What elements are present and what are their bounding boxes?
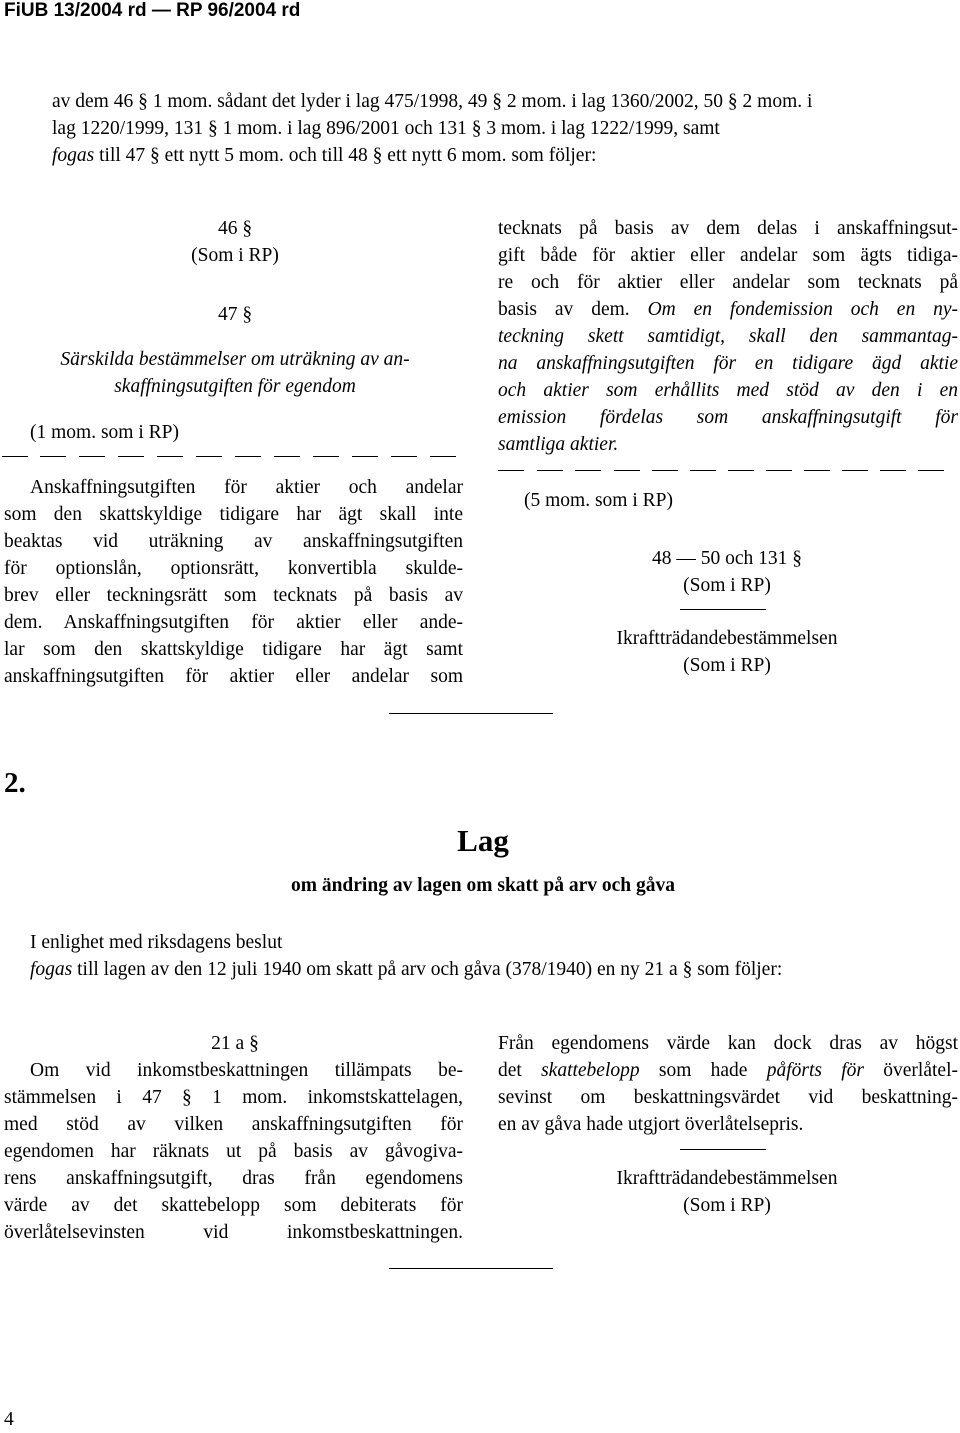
omission-dash-row-right	[494, 470, 960, 472]
para-line: anskaffningsutgiften för aktier eller andelar som	[4, 666, 463, 687]
text-fragment: det	[498, 1060, 542, 1081]
para-line: Anskaffningsutgiften för aktier och andelar	[30, 477, 463, 498]
section-47-heading: 47 §	[217, 304, 253, 325]
para-line: sevinst om beskattningsvärdet vid beskattning-	[498, 1087, 958, 1108]
para-line: re och för aktier eller andelar som tecknats på	[498, 272, 958, 293]
para-line-italic: emission fördelas som anskaffningsutgift för	[498, 407, 958, 428]
para-line: egendomen har räknats ut på basis av gåvogiva-	[4, 1141, 463, 1162]
entry-into-force-heading: Ikraftträdandebestämmelsen	[616, 1168, 838, 1189]
enactment-line-1: I enlighet med riksdagens beslut	[30, 932, 283, 953]
para-line: lar som den skattskyldige tidigare har ägt samt	[4, 639, 463, 660]
para-plain-fragment: basis av dem.	[498, 299, 648, 320]
law-subtitle: om ändring av lagen om skatt på arv och gåva	[290, 875, 676, 896]
enactment-line-2	[30, 956, 782, 983]
law-end-rule	[389, 1268, 553, 1269]
section-47-title-line-1: Särskilda bestämmelser om uträkning av an-	[60, 349, 410, 370]
intro-line-3-rest: till 47 § ett nytt 5 mom. och till 48 § ett nytt 6 mom. som följer:	[94, 145, 597, 166]
document-header: FiUB 13/2004 rd — RP 96/2004 rd	[4, 0, 301, 21]
para-line: rens anskaffningsutgift, dras från egendomens	[4, 1168, 463, 1189]
omission-dash-row-left	[0, 456, 470, 458]
para-line-italic: samtliga aktier.	[498, 434, 619, 455]
para-italic-fragment: Om en fondemission och en ny-	[647, 299, 959, 320]
para-line: Från egendomens värde kan dock dras av högst	[498, 1033, 958, 1054]
para-line: brev eller teckningsrätt som tecknats på basis av	[4, 585, 463, 606]
intro-fogas: fogas	[52, 145, 95, 166]
para-line: en av gåva hade utgjort överlåtelsepris.	[498, 1114, 804, 1135]
para-line: tecknats på basis av dem delas i anskaffningsut-	[498, 218, 958, 239]
para-line: värde av det skattebelopp som debiterats för	[4, 1195, 463, 1216]
entry-into-force-status: (Som i RP)	[683, 1195, 771, 1216]
italic-fragment: påförts för	[766, 1060, 865, 1081]
intro-line-2: lag 1220/1999, 131 § 1 mom. i lag 896/2001 och 131 § 3 mom. i lag 1222/1999, samt	[52, 118, 720, 139]
enactment-line-2-rest: till lagen av den 12 juli 1940 om skatt på arv och gåva (378/1940) en ny 21 a § som följer:	[72, 959, 783, 980]
intro-line-3	[52, 142, 596, 169]
section-46-heading: 46 §	[217, 218, 253, 239]
page-number: 4	[4, 1409, 14, 1430]
section-48-50-131-status: (Som i RP)	[683, 575, 771, 596]
para-line: överlåtelsevinsten vid inkomstbeskattningen.	[4, 1222, 463, 1243]
text-fragment: som hade	[639, 1060, 767, 1081]
para-line: dem. Anskaffningsutgiften för aktier eller ande-	[4, 612, 463, 633]
separator-rule	[680, 609, 766, 610]
entry-into-force-heading: Ikraftträdandebestämmelsen	[616, 628, 838, 649]
entry-into-force-status: (Som i RP)	[683, 655, 771, 676]
para-line-italic: na anskaffningsutgiften för en tidigare ägd aktie	[498, 353, 958, 374]
para-line-mixed	[498, 1057, 958, 1084]
para-line-italic: och aktier som erhållits med stöd av den i en	[498, 380, 958, 401]
intro-line-1: av dem 46 § 1 mom. sådant det lyder i lag 475/1998, 49 § 2 mom. i lag 1360/2002, 50 § 2 mom. i	[52, 91, 813, 112]
italic-fragment: skattebelopp	[541, 1060, 640, 1081]
para-line: stämmelsen i 47 § 1 mom. inkomstskattelagen,	[4, 1087, 463, 1108]
para-line: Om vid inkomstbeskattningen tillämpats be-	[30, 1060, 463, 1081]
para-line: beaktas vid uträkning av anskaffningsutgiften	[4, 531, 463, 552]
para-line: med stöd av vilken anskaffningsutgiften för	[4, 1114, 463, 1135]
law-title: Lag	[457, 823, 509, 858]
moment-1-note: (1 mom. som i RP)	[30, 422, 179, 443]
para-line: för optionslån, optionsrätt, konvertibla skulde-	[4, 558, 463, 579]
law-end-rule	[389, 713, 553, 714]
para-line-mixed	[498, 296, 958, 323]
enactment-fogas: fogas	[30, 959, 73, 980]
para-line: gift både för aktier eller andelar som ägts tidiga-	[498, 245, 958, 266]
separator-rule	[680, 1149, 766, 1150]
section-46-status: (Som i RP)	[191, 245, 279, 266]
text-fragment: överlåtel-	[864, 1060, 958, 1081]
para-line-italic: teckning skett samtidigt, skall den sammantag-	[498, 326, 958, 347]
moment-5-note: (5 mom. som i RP)	[524, 490, 673, 511]
section-21a-heading: 21 a §	[211, 1033, 259, 1054]
section-48-50-131-heading: 48 — 50 och 131 §	[651, 548, 803, 569]
section-47-title-line-2: skaffningsutgiften för egendom	[114, 376, 356, 397]
para-line: som den skattskyldige tidigare har ägt skall inte	[4, 504, 463, 525]
law-number: 2.	[4, 767, 26, 799]
